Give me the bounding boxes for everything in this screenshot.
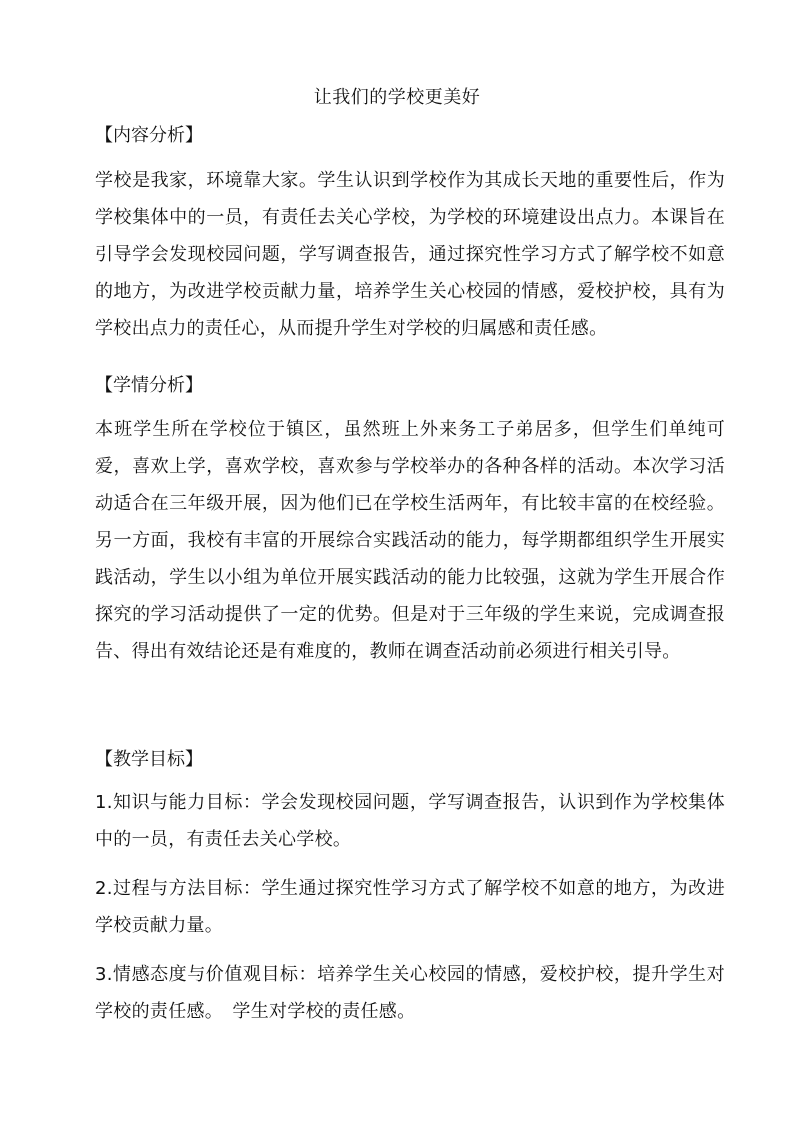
section-heading: 【教学目标】 [95, 749, 203, 770]
objective-item-1 [95, 784, 725, 858]
objective-item-2 [95, 870, 725, 944]
objective-item-3 [95, 956, 725, 1030]
section-heading: 【学情分析】 [95, 375, 203, 396]
section-heading: 【内容分析】 [95, 125, 203, 146]
section-student-analysis [95, 374, 725, 398]
document-title: 让我们的学校更美好 [313, 87, 481, 108]
section-content-analysis-body [95, 162, 725, 347]
section-paragraph: 本班学生所在学校位于镇区，虽然班上外来务工子弟居多，但学生们单纯可爱，喜欢上学，喜欢学校，喜欢参与学校举办的各种各样的活动。本次学习活动适合在三年级开展，因为他们已在学校生活两年，有比较丰富的在校经验。另一方面，我校有丰富的开展综合实践活动的能力，每学期都组织学生开展实践活动，学生以小组为单位开展实践活动的能力比较强，这就为学生开展合作探究的学习活动提供了一定的优势。但是对于三年级的学生来说，完成调查报告、得出有效结论还是有难度的，教师在调查活动前必须进行相关引导。 [95, 419, 725, 662]
section-content-analysis [95, 124, 725, 148]
objective-text: 3.情感态度与价值观目标：培养学生关心校园的情感，爱校护校，提升学生对学校的责任感。 学生对学校的责任感。 [95, 964, 725, 1022]
section-student-analysis-body [95, 411, 725, 670]
objective-text: 2.过程与方法目标：学生通过探究性学习方式了解学校不如意的地方，为改进学校贡献力量。 [95, 878, 725, 936]
section-teaching-objectives [95, 748, 725, 772]
section-paragraph: 学校是我家，环境靠大家。学生认识到学校作为其成长天地的重要性后，作为学校集体中的一员，有责任去关心学校，为学校的环境建设出点力。本课旨在引导学会发现校园问题，学写调查报告，通过探究性学习方式了解学校不如意的地方，为改进学校贡献力量，培养学生关心校园的情感，爱校护校，具有为学校出点力的责任心，从而提升学生对学校的归属感和责任感。 [95, 170, 725, 339]
objective-text: 1.知识与能力目标：学会发现校园问题，学写调查报告，认识到作为学校集体中的一员，有责任去关心学校。 [95, 792, 725, 850]
